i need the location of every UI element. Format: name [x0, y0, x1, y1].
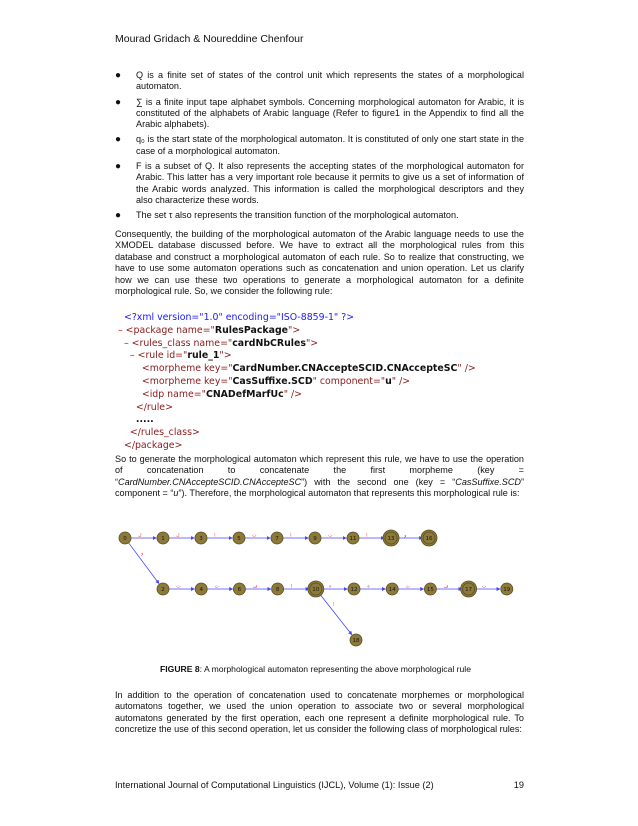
page-footer [115, 780, 524, 790]
state-label: 4 [199, 587, 203, 593]
transition-label: ا [366, 533, 368, 539]
state-node-11 [347, 532, 359, 544]
bullet-icon: ● [115, 161, 122, 173]
state-label: 6 [237, 587, 242, 593]
paragraph-generate: So to generate the morphological automaton which represent this rule, we have to use the operation of concatenation to concatenate the first morpheme (key = “CardNumber.CNAccepteSCID.CNAccepteSC”) with the second one (key = “CasSuffixe.SCD” component = “u”). Therefore, the morphological automaton that represents this morphological rule is: [115, 454, 524, 499]
state-node-7 [271, 532, 283, 544]
state-node-1 [157, 532, 169, 544]
transition-label: ف [252, 584, 258, 590]
state-node-8 [272, 583, 284, 595]
bullet-icon: ● [115, 134, 122, 146]
state-node-19 [501, 583, 513, 595]
bullet-icon: ● [115, 96, 122, 108]
state-label: 13 [387, 536, 395, 542]
xml-line-package-close: </package> [123, 439, 183, 451]
xml-line-rules-class: – <rules_class name="cardNbCRules"> [123, 337, 319, 349]
list-item: ● The set τ also represents the transition function of the morphological automaton. [115, 210, 459, 222]
xml-line-package: – <package name="RulesPackage"> [118, 324, 301, 336]
bullet-icon: ● [115, 70, 122, 81]
transition-label: ف [443, 584, 449, 590]
state-node-10 [308, 581, 324, 597]
transition-edge-0-2 [129, 543, 159, 584]
state-node-15 [424, 583, 436, 595]
state-node-14 [386, 583, 398, 595]
journal-citation: International Journal of Computational Linguistics (IJCL), Volume (1): Issue (2) [115, 780, 434, 790]
state-label: 2 [161, 587, 165, 593]
state-node-17 [461, 581, 477, 597]
transition-label: و [141, 551, 144, 557]
transition-label: ا [290, 584, 293, 590]
transition-label: ت [481, 584, 487, 590]
definition-list [115, 70, 524, 226]
xml-line-rule-close: </rule> [135, 401, 173, 413]
list-item: ● Q is a finite set of states of the control unit which represents the states of a morphological automaton. [115, 70, 524, 92]
state-label: 8 [275, 587, 280, 593]
state-node-12 [348, 583, 360, 595]
page-number: 19 [513, 780, 524, 790]
state-label: 9 [313, 536, 317, 542]
transition-label: ث [252, 533, 257, 539]
paragraph-union: In addition to the operation of concatenation used to concatenate morphemes or morphological automatons together, we used the union operation to associate two or several morphological automatons generated by the first operation, each one represent a definite morphological rule. To concretize the use of this second operation, let us consider the following class of morphological rules: [115, 690, 524, 735]
xml-line-morpheme-1: <morpheme key="CardNumber.CNAccepteSCID.CNAccepteSC" /> [141, 363, 476, 375]
transition-label: ل [138, 533, 142, 539]
automaton-diagram [112, 522, 532, 652]
state-label: 15 [426, 587, 434, 593]
transition-label: ث [214, 584, 219, 590]
state-node-13 [383, 530, 399, 546]
xml-line-morpheme-2: <morpheme key="CasSuffixe.SCD" component="u" /> [141, 375, 411, 387]
state-node-6 [233, 583, 245, 595]
state-label: 11 [349, 536, 357, 542]
transition-label: ث [405, 584, 410, 590]
state-node-2 [157, 583, 169, 595]
xml-code-block [118, 312, 476, 453]
xml-line-rule: – <rule id="rule_1"> [129, 350, 232, 362]
list-item: ● q₀ is the start state of the morphological automaton. It is constituted of only one start state in the case of a morphological automaton. [115, 134, 524, 156]
state-label: 17 [465, 587, 473, 593]
state-node-3 [195, 532, 207, 544]
state-label: 14 [388, 587, 396, 593]
list-item: ● ∑ is a finite input tape alphabet symbols. Concerning morphological automaton for Arabic, it is constituted of the alphabets of Arabic language (Refer to figure1 in the Appendix to find all the Arabic alphabets). [115, 96, 524, 130]
xml-line-decl: <?xml version="1.0" encoding="ISO-8859-1" ?> [123, 312, 355, 323]
state-label: 19 [503, 587, 511, 593]
xml-line-dots: ..... [135, 414, 154, 426]
list-item: ● F is a subset of Q. It also represents the accepting states of the morphological automaton for Arabic. This latter has a very important role because it permits to give us a set of information of the Arabic words analyzed. This information is called the morphological descriptors and they also characterize these words. [115, 161, 524, 205]
figure-caption: FIGURE 8: A morphological automaton representing the above morphological rule [160, 664, 471, 674]
state-label: 1 [161, 536, 165, 542]
state-label: 18 [352, 638, 360, 644]
transition-label: ا [332, 602, 335, 608]
state-label: 3 [199, 536, 203, 542]
transition-label: ث [176, 584, 181, 590]
state-label: 7 [275, 536, 279, 542]
transition-label: ل [176, 533, 180, 539]
state-label: 10 [312, 587, 320, 593]
transition-label: ا [214, 533, 216, 539]
state-node-18 [350, 634, 362, 646]
state-label: 12 [350, 587, 358, 593]
running-header: Mourad Gridach & Noureddine Chenfour [115, 33, 304, 45]
state-label: 5 [237, 536, 241, 542]
collapse-icon: – [129, 350, 138, 362]
paragraph-consequently: Consequently, the building of the morphological automaton of the Arabic language needs to use the XMODEL database discussed before. We have to extract all the morphological rules from this database and construct a morphological automaton of each rule. So to realize that constructing, we have to use some automaton operations such as concatenation and union operation. Let us clarify how we can use these two operations to generate a morphological automaton for a definite morphological rule. So, we consider the following rule: [115, 229, 524, 297]
transition-label: و [404, 533, 407, 539]
transition-label: ة [329, 584, 332, 590]
xml-line-idp: <idp name="CNADefMarfUc" /> [141, 388, 302, 400]
transition-label: ة [367, 584, 370, 590]
state-label: 0 [123, 536, 127, 542]
xml-line-rules-class-close: </rules_class> [129, 427, 200, 439]
collapse-icon: – [118, 324, 126, 336]
transition-label: ث [328, 533, 333, 539]
collapse-icon: – [123, 337, 132, 349]
state-node-5 [233, 532, 245, 544]
transition-edge-10-18 [320, 594, 352, 635]
state-node-4 [195, 583, 207, 595]
state-node-0 [119, 532, 131, 544]
state-node-9 [309, 532, 321, 544]
state-node-16 [421, 530, 437, 546]
state-label: 16 [425, 536, 433, 542]
transition-label: ا [290, 533, 292, 539]
bullet-icon: ● [115, 210, 122, 222]
